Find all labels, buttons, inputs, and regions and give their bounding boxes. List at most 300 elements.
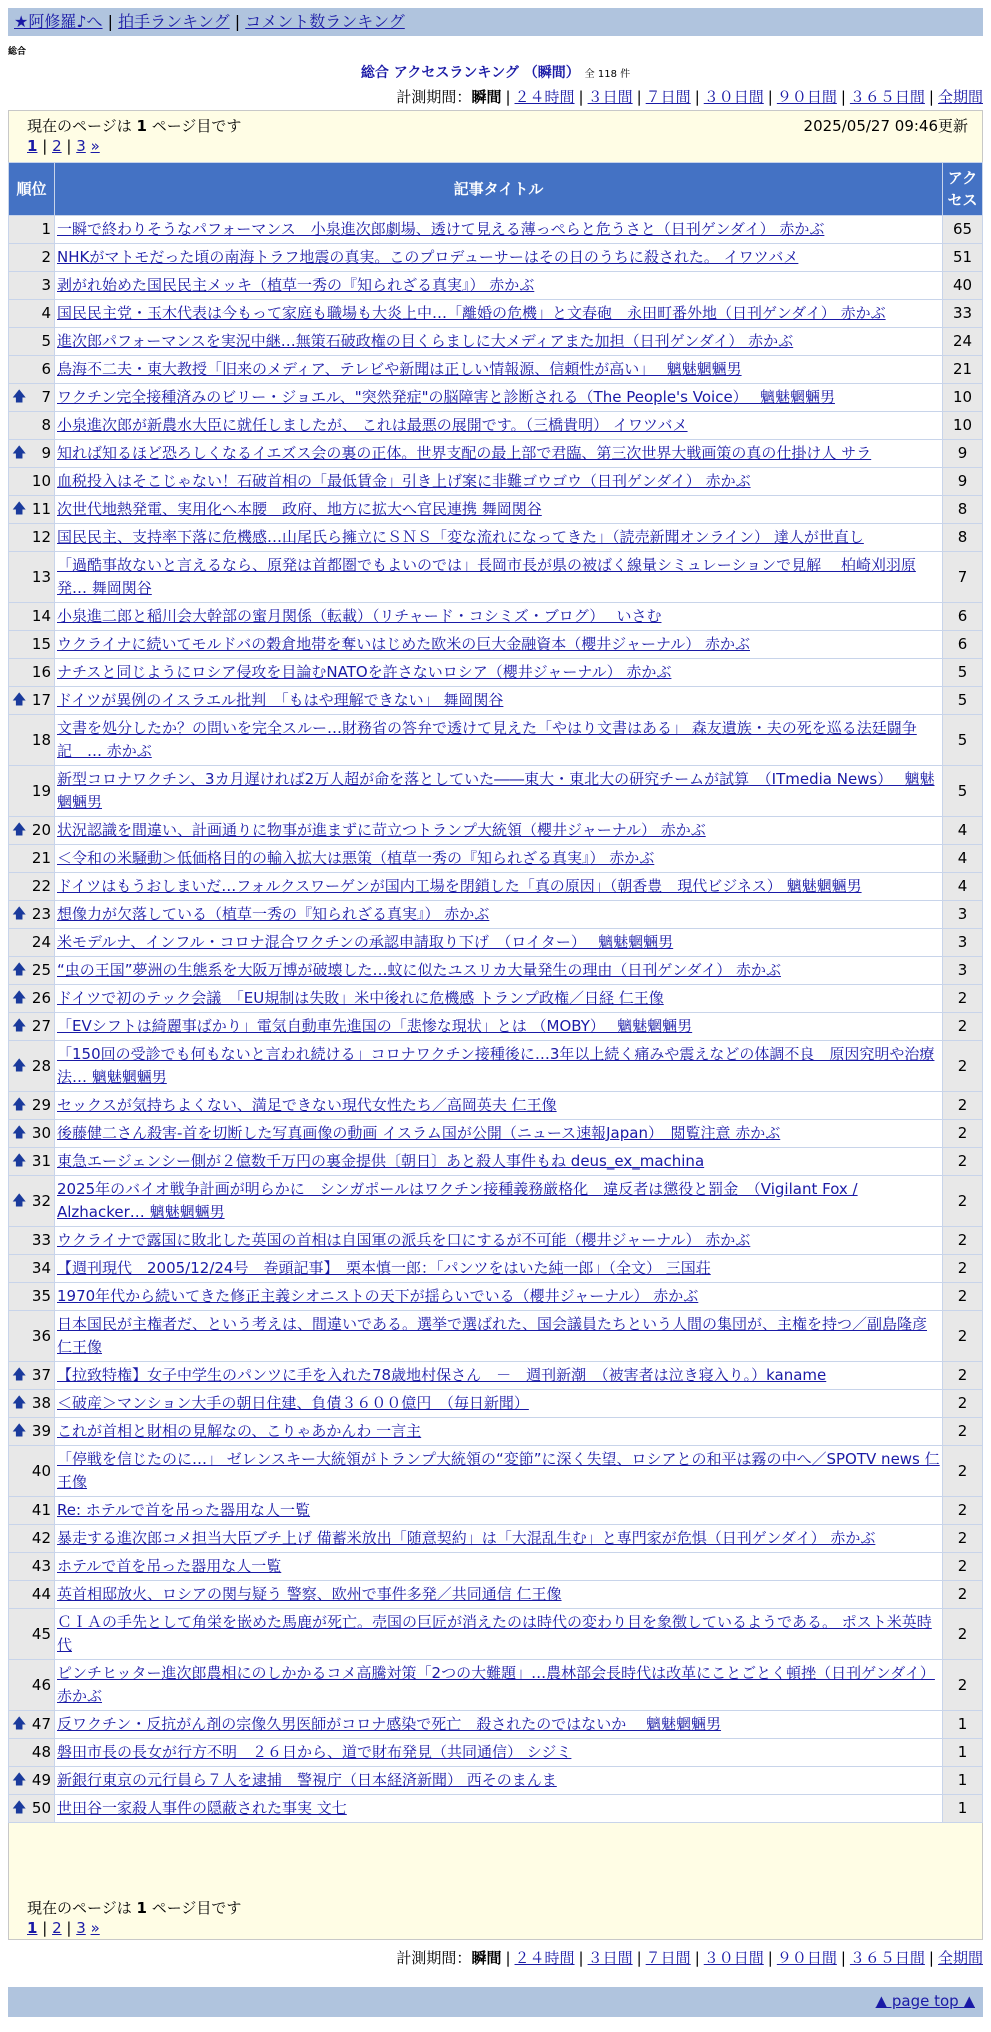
rank-number: 50 <box>31 1799 51 1817</box>
article-link[interactable]: 後藤健二さん殺害-首を切断した写真画像の動画 イスラム国が公開（ニュース速報Japan） 閲覧注意 赤かぶ <box>57 1124 781 1142</box>
rank-cell <box>9 985 55 1013</box>
rank-cell <box>9 468 55 496</box>
article-link[interactable]: 知れば知るほど恐ろしくなるイエズス会の裏の正体。世界支配の最上部で君臨、第三次世界大戦画策の真の仕掛け人 サラ <box>57 444 872 462</box>
title-cell <box>55 901 943 929</box>
access-count: 2 <box>943 1418 983 1446</box>
article-link[interactable]: 国民民主党・玉木代表は今もって家庭も職場も大炎上中…「離婚の危機」と文春砲 永田町番外地（日刊ゲンダイ） 赤かぶ <box>57 304 886 322</box>
title-cell <box>55 1311 943 1362</box>
title-cell <box>55 1120 943 1148</box>
rank-cell <box>9 216 55 244</box>
article-link[interactable]: 血税投入はそこじゃない！石破首相の「最低賃金」引き上げ案に非難ゴウゴウ（日刊ゲンダイ） 赤かぶ <box>57 472 751 490</box>
category-label: 総合 <box>8 47 27 57</box>
article-link[interactable]: 国民民主、支持率下落に危機感…山尾氏ら擁立にＳＮＳ「変な流れになってきた」（読売新聞オンライン） 達人が世直し <box>57 528 864 546</box>
rank-number: 11 <box>31 500 51 518</box>
table-row <box>9 496 983 524</box>
access-count: 2 <box>943 1283 983 1311</box>
up-arrow-icon: 🡅 <box>12 501 27 517</box>
table-row <box>9 929 983 957</box>
article-link[interactable]: 小泉進二郎と稲川会大幹部の蜜月関係（転載）（リチャード・コシミズ・ブログ） いさむ <box>57 607 662 625</box>
table-row <box>9 356 983 384</box>
article-link[interactable]: 「150回の受診でも何もないと言われ続ける」コロナワクチン接種後に…3年以上続く痛みや震えなどの体調不良 原因究明や治療法… 魑魅魍魎男 <box>57 1045 935 1086</box>
article-link[interactable]: 「停戦を信じたのに…」 ゼレンスキー大統領がトランプ大統領の“変節”に深く失望、ロシアとの和平は霧の中へ／SPOTV news 仁王像 <box>57 1450 940 1491</box>
period-option: 瞬間 <box>471 1949 502 1967</box>
table-row <box>9 901 983 929</box>
title-cell <box>55 272 943 300</box>
access-count: 6 <box>943 631 983 659</box>
page-info-top: 現在のページは 1 ページ目です <box>27 117 242 135</box>
period-option[interactable]: ２４時間 <box>514 88 575 106</box>
article-link[interactable]: 鳥海不二夫・東大教授「旧来のメディア、テレビや新聞は正しい情報源、信頼性が高い」 魑魅魍魎男 <box>57 360 742 378</box>
table-row <box>9 244 983 272</box>
up-arrow-icon: 🡅 <box>12 1153 27 1169</box>
rank-number: 5 <box>41 332 51 350</box>
article-link[interactable]: ＣＩＡの手先として角栄を嵌めた馬鹿が死亡。売国の巨匠が消えたのは時代の変わり目を象徴しているようである。 ポスト米英時代 <box>57 1613 932 1654</box>
rank-cell <box>9 1767 55 1795</box>
article-link[interactable]: 文書を処分したか？の問いを完全スルー…財務省の答弁で透けて見えた「やはり文書はある」 森友遺族・夫の死を巡る法廷闘争記 … 赤かぶ <box>57 719 917 760</box>
period-option[interactable]: ２４時間 <box>514 1949 575 1967</box>
title-cell <box>55 356 943 384</box>
period-separator: | <box>840 88 846 106</box>
up-arrow-icon: 🡅 <box>12 1395 27 1411</box>
rank-cell <box>9 524 55 552</box>
rank-cell <box>9 1581 55 1609</box>
rank-number: 9 <box>41 444 51 462</box>
access-count: 2 <box>943 1362 983 1390</box>
rank-number: 44 <box>31 1585 51 1603</box>
pager-top: 1 | 2 | 3 » <box>27 137 100 155</box>
up-arrow-icon: 🡅 <box>12 1716 27 1732</box>
article-link[interactable]: Re: ホテルで首を吊った器用な人一覧 <box>57 1501 311 1519</box>
article-link[interactable]: 暴走する進次郎コメ担当大臣ブチ上げ 備蓄米放出「随意契約」は「大混乱生む」と専門家が危惧（日刊ゲンダイ） 赤かぶ <box>57 1529 876 1547</box>
rank-cell <box>9 603 55 631</box>
period-option[interactable]: ９０日間 <box>776 88 837 106</box>
rank-cell <box>9 1739 55 1767</box>
rank-number: 42 <box>31 1529 51 1547</box>
title-cell <box>55 687 943 715</box>
rank-cell <box>9 300 55 328</box>
access-count: 2 <box>943 1497 983 1525</box>
article-link[interactable]: 1970年代から続いてきた修正主義シオニストの天下が揺らいでいる（櫻井ジャーナル） 赤かぶ <box>57 1287 699 1305</box>
rank-number: 37 <box>31 1366 51 1384</box>
table-row <box>9 631 983 659</box>
rank-number: 48 <box>31 1743 51 1761</box>
access-count: 2 <box>943 1176 983 1227</box>
period-option[interactable]: ３日間 <box>587 1949 633 1967</box>
article-link[interactable]: 新型コロナワクチン、3カ月遅ければ2万人超が命を落としていた――東大・東北大の研究チームが試算 （ITmedia News） 魑魅魍魎男 <box>57 770 935 811</box>
rank-cell <box>9 901 55 929</box>
access-count: 2 <box>943 1120 983 1148</box>
table-row <box>9 957 983 985</box>
up-arrow-icon: 🡅 <box>12 1367 27 1383</box>
comment-ranking-link[interactable]: コメント数ランキング <box>245 12 405 31</box>
article-link[interactable]: 米モデルナ、インフル・コロナ混合ワクチンの承認申請取り下げ （ロイター） 魑魅魍魎男 <box>57 933 674 951</box>
table-row <box>9 1120 983 1148</box>
title-cell <box>55 216 943 244</box>
article-link[interactable]: 一瞬で終わりそうなパフォーマンス 小泉進次郎劇場、透けて見える薄っぺらと危うさと（日刊ゲンダイ） 赤かぶ <box>57 220 825 238</box>
rank-number: 8 <box>41 416 51 434</box>
table-row <box>9 1767 983 1795</box>
rank-cell <box>9 817 55 845</box>
table-row <box>9 1660 983 1711</box>
table-row <box>9 1609 983 1660</box>
rank-number: 34 <box>31 1259 51 1277</box>
rank-number: 14 <box>31 607 51 625</box>
period-separator: | <box>636 1949 642 1967</box>
period-option[interactable]: ３６５日間 <box>849 88 925 106</box>
ranking-title: 総合 アクセスランキング （瞬間） <box>360 65 580 81</box>
period-option[interactable]: 全期間 <box>937 88 983 106</box>
title-cell <box>55 1255 943 1283</box>
up-arrow-icon: 🡅 <box>12 692 27 708</box>
access-count: 4 <box>943 817 983 845</box>
article-link[interactable]: ドイツが異例のイスラエル批判 「もはや理解できない」 舞岡関谷 <box>57 691 504 709</box>
title-cell <box>55 845 943 873</box>
title-cell <box>55 1092 943 1120</box>
page-top-link[interactable]: ▲ page top ▲ <box>875 1992 975 2010</box>
article-link[interactable]: 2025年のバイオ戦争計画が明らかに シンガポールはワクチン接種義務厳格化 違反者は懲役と罰金 （Vigilant Fox / Alzhacker… 魑魅魍魎男 <box>57 1180 858 1221</box>
access-count: 2 <box>943 1041 983 1092</box>
title-cell <box>55 300 943 328</box>
rank-number: 27 <box>31 1017 51 1035</box>
table-row <box>9 384 983 412</box>
access-count: 10 <box>943 384 983 412</box>
next-page-link[interactable]: » <box>90 1919 100 1937</box>
title-cell <box>55 496 943 524</box>
title-cell <box>55 631 943 659</box>
access-count: 2 <box>943 1390 983 1418</box>
access-count: 2 <box>943 1227 983 1255</box>
article-link[interactable]: 想像力が欠落している（植草一秀の『知られざる真実』） 赤かぶ <box>57 905 490 923</box>
access-header: アクセス <box>943 163 983 216</box>
table-row <box>9 1092 983 1120</box>
title-cell <box>55 1609 943 1660</box>
table-row <box>9 1176 983 1227</box>
article-link[interactable]: ウクライナで露国に敗北した英国の首相は自国軍の派兵を口にするが不可能（櫻井ジャーナル） 赤かぶ <box>57 1231 751 1249</box>
rank-cell <box>9 328 55 356</box>
access-count: 2 <box>943 1148 983 1176</box>
rank-header: 順位 <box>9 163 55 216</box>
access-count: 5 <box>943 687 983 715</box>
rank-number: 12 <box>31 528 51 546</box>
table-row <box>9 1013 983 1041</box>
article-link[interactable]: これが首相と財相の見解なの、こりゃあかんわ 一言主 <box>57 1422 422 1440</box>
access-count: 3 <box>943 957 983 985</box>
title-cell <box>55 1767 943 1795</box>
rank-number: 35 <box>31 1287 51 1305</box>
rank-cell <box>9 1362 55 1390</box>
up-arrow-icon: 🡅 <box>12 1125 27 1141</box>
period-option[interactable]: ３０日間 <box>703 1949 764 1967</box>
rank-number: 7 <box>41 388 51 406</box>
rank-cell <box>9 715 55 766</box>
rank-cell <box>9 845 55 873</box>
access-count: 9 <box>943 468 983 496</box>
rank-cell <box>9 356 55 384</box>
access-count: 3 <box>943 929 983 957</box>
access-count: 7 <box>943 552 983 603</box>
access-count: 2 <box>943 1092 983 1120</box>
table-row <box>9 1227 983 1255</box>
article-link[interactable]: 日本国民が主権者だ、という考えは、間違いである。選挙で選ばれた、国会議員たちという人間の集団が、主権を持つ／副島隆彦 仁王像 <box>57 1315 928 1356</box>
period-selector-bottom <box>396 1947 983 1968</box>
table-row <box>9 1739 983 1767</box>
rank-cell <box>9 1148 55 1176</box>
article-link[interactable]: 東急エージェンシー側が２億数千万円の裏金提供〔朝日〕あと殺人事件もね deus_ex_machina <box>57 1152 705 1170</box>
rank-cell <box>9 272 55 300</box>
table-row <box>9 1311 983 1362</box>
article-link[interactable]: 「EVシフトは綺麗事ばかり」電気自動車先進国の「悲惨な現状」とは （MOBY） 魑魅魍魎男 <box>57 1017 693 1035</box>
title-cell <box>55 715 943 766</box>
title-cell <box>55 603 943 631</box>
title-cell <box>55 1041 943 1092</box>
table-row <box>9 272 983 300</box>
rank-number: 24 <box>31 933 51 951</box>
title-cell <box>55 1227 943 1255</box>
title-cell <box>55 1497 943 1525</box>
access-count: 2 <box>943 1660 983 1711</box>
article-link[interactable]: セックスが気持ちよくない、満足できない現代女性たち／高岡英夫 仁王像 <box>57 1096 557 1114</box>
title-cell <box>55 412 943 440</box>
table-row <box>9 328 983 356</box>
up-arrow-icon: 🡅 <box>12 1097 27 1113</box>
title-cell <box>55 766 943 817</box>
article-link[interactable]: ＜破産＞マンション大手の朝日住建、負債３６００億円 （毎日新聞） <box>57 1394 529 1412</box>
title-cell <box>55 1148 943 1176</box>
rank-number: 30 <box>31 1124 51 1142</box>
page-3-link[interactable]: 3 <box>76 1919 86 1937</box>
period-label: 計測期間： <box>396 88 472 106</box>
article-link[interactable]: ワクチン完全接種済みのビリー・ジョエル、"突然発症"の脳障害と診断される（The People's Voice） 魑魅魍魎男 <box>57 388 835 406</box>
rank-cell <box>9 766 55 817</box>
rank-number: 22 <box>31 877 51 895</box>
title-cell <box>55 1418 943 1446</box>
table-row <box>9 1711 983 1739</box>
article-link[interactable]: ドイツはもうおしまいだ…フォルクスワーゲンが国内工場を閉鎖した「真の原因」（朝香豊 現代ビジネス） 魑魅魍魎男 <box>57 877 862 895</box>
footer-bar <box>8 1987 983 2017</box>
article-link[interactable]: 剥がれ始めた国民民主メッキ（植草一秀の『知られざる真実』） 赤かぶ <box>57 276 535 294</box>
rank-number: 41 <box>31 1501 51 1519</box>
article-link[interactable]: ナチスと同じようにロシア侵攻を目論むNATOを許さないロシア（櫻井ジャーナル） 赤かぶ <box>57 663 672 681</box>
rank-number: 4 <box>41 304 51 322</box>
title-cell <box>55 929 943 957</box>
page-1-link[interactable]: 1 <box>27 1919 38 1937</box>
table-row <box>9 1362 983 1390</box>
rank-cell <box>9 1283 55 1311</box>
rank-cell <box>9 1255 55 1283</box>
period-option[interactable]: 全期間 <box>937 1949 983 1967</box>
access-count: 4 <box>943 873 983 901</box>
item-count: 全 118 件 <box>584 69 631 80</box>
updated-timestamp: 2025/05/27 09:46更新 <box>803 117 968 135</box>
home-link[interactable]: ★阿修羅♪へ <box>14 12 103 31</box>
table-header-row <box>9 163 983 216</box>
article-link[interactable]: 磐田市長の長女が行方不明 ２６日から、道で財布発見（共同通信） シジミ <box>57 1743 572 1761</box>
rank-number: 47 <box>31 1715 51 1733</box>
access-count: 21 <box>943 356 983 384</box>
rank-number: 23 <box>31 905 51 923</box>
article-link[interactable]: ピンチヒッター進次郎農相にのしかかるコメ高騰対策「2つの大難題」…農林部会長時代は改革にことごとく頓挫（日刊ゲンダイ） 赤かぶ <box>57 1664 935 1705</box>
access-count: 4 <box>943 845 983 873</box>
access-count: 5 <box>943 766 983 817</box>
rank-cell <box>9 957 55 985</box>
up-arrow-icon: 🡅 <box>12 1018 27 1034</box>
title-cell <box>55 957 943 985</box>
up-arrow-icon: 🡅 <box>12 906 27 922</box>
rank-number: 49 <box>31 1771 51 1789</box>
ranking-table <box>8 162 983 1823</box>
period-separator: | <box>694 1949 700 1967</box>
up-arrow-icon: 🡅 <box>12 1057 27 1074</box>
rank-cell <box>9 1497 55 1525</box>
title-cell <box>55 817 943 845</box>
ranking-rows <box>9 216 983 1823</box>
access-count: 51 <box>943 244 983 272</box>
article-link[interactable]: 【週刊現代 2005/12/24号 巻頭記事】 栗本慎一郎：「パンツをはいた純一郎」（全文） 三国荘 <box>57 1259 711 1277</box>
rank-number: 38 <box>31 1394 51 1412</box>
table-row <box>9 552 983 603</box>
rank-number: 13 <box>31 567 51 586</box>
rank-number: 25 <box>31 961 51 979</box>
next-page-link[interactable]: » <box>90 137 100 155</box>
article-link[interactable]: ＜令和の米騒動＞低価格目的の輸入拡大は悪策（植草一秀の『知られざる真実』） 赤かぶ <box>57 849 655 867</box>
period-separator: | <box>928 88 934 106</box>
rank-cell <box>9 384 55 412</box>
title-cell <box>55 524 943 552</box>
rank-number: 45 <box>31 1624 51 1643</box>
access-count: 10 <box>943 412 983 440</box>
article-link[interactable]: NHKがマトモだった頃の南海トラフ地震の真実。このプロデューサーはその日のうちに殺された。 イワツバメ <box>57 248 799 266</box>
table-row <box>9 873 983 901</box>
title-cell <box>55 384 943 412</box>
period-option[interactable]: ７日間 <box>645 1949 691 1967</box>
access-count: 2 <box>943 985 983 1013</box>
title-cell <box>55 659 943 687</box>
rank-cell <box>9 659 55 687</box>
period-separator: | <box>636 88 642 106</box>
table-row <box>9 1795 983 1823</box>
rank-cell <box>9 1525 55 1553</box>
period-separator: | <box>928 1949 934 1967</box>
table-row <box>9 1418 983 1446</box>
rank-number: 33 <box>31 1231 51 1249</box>
rank-number: 32 <box>31 1191 51 1210</box>
rank-number: 43 <box>31 1557 51 1575</box>
period-option[interactable]: ３６５日間 <box>849 1949 925 1967</box>
period-option[interactable]: ３０日間 <box>703 88 764 106</box>
rank-cell <box>9 687 55 715</box>
rank-number: 2 <box>41 248 51 266</box>
page-title <box>0 62 991 82</box>
nav-separator: | <box>234 12 241 31</box>
up-arrow-icon: 🡅 <box>12 389 27 405</box>
article-link[interactable]: ドイツで初のテック会議 「EU規制は失敗」米中後れに危機感 トランプ政権／日経 仁王像 <box>57 989 664 1007</box>
page-2-link[interactable]: 2 <box>52 137 62 155</box>
table-row <box>9 300 983 328</box>
table-row <box>9 412 983 440</box>
article-link[interactable]: 進次郎パフォーマンスを実況中継…無策石破政権の目くらましに大メディアまた加担（日刊ゲンダイ） 赤かぶ <box>57 332 794 350</box>
article-link[interactable]: 英首相邸放火、ロシアの関与疑う 警察、欧州で事件多発／共同通信 仁王像 <box>57 1585 562 1603</box>
access-count: 2 <box>943 1581 983 1609</box>
rank-number: 39 <box>31 1422 51 1440</box>
period-separator: | <box>505 88 511 106</box>
rank-cell <box>9 1660 55 1711</box>
title-cell <box>55 552 943 603</box>
rank-number: 40 <box>31 1461 51 1480</box>
pager-bottom: 1 | 2 | 3 » <box>27 1919 100 1937</box>
title-header: 記事タイトル <box>55 163 943 216</box>
rank-number: 16 <box>31 663 51 681</box>
article-link[interactable]: “虫の王国”夢洲の生態系を大阪万博が破壊した…蚊に似たユスリカ大量発生の理由（日刊ゲンダイ） 赤かぶ <box>57 961 781 979</box>
title-cell <box>55 1739 943 1767</box>
table-row <box>9 1525 983 1553</box>
title-cell <box>55 1362 943 1390</box>
table-row <box>9 524 983 552</box>
rank-cell <box>9 1795 55 1823</box>
article-link[interactable]: 世田谷一家殺人事件の隠蔽された事実 文七 <box>57 1799 347 1817</box>
page-2-link[interactable]: 2 <box>52 1919 62 1937</box>
page-3-link[interactable]: 3 <box>76 137 86 155</box>
title-cell <box>55 1013 943 1041</box>
article-link[interactable]: 【拉致特権】女子中学生のパンツに手を入れた78歳地村保さん － 週刊新潮 （被害者は泣き寝入り。）kaname <box>57 1366 827 1384</box>
period-selector-top <box>396 86 983 107</box>
table-row <box>9 1446 983 1497</box>
access-count: 1 <box>943 1767 983 1795</box>
table-row <box>9 216 983 244</box>
rank-number: 3 <box>41 276 51 294</box>
article-link[interactable]: ウクライナに続いてモルドバの穀倉地帯を奪いはじめた欧米の巨大金融資本（櫻井ジャーナル） 赤かぶ <box>57 635 750 653</box>
article-link[interactable]: 新銀行東京の元行員ら７人を逮捕 警視庁（日本経済新聞） 西そのまんま <box>57 1771 557 1789</box>
article-link[interactable]: 「過酷事故ないと言えるなら、原発は首都圏でもよいのでは」長岡市長が県の被ばく線量シミュレーションで見解 柏崎刈羽原発… 舞岡関谷 <box>57 556 916 597</box>
title-cell <box>55 1795 943 1823</box>
access-count: 2 <box>943 1553 983 1581</box>
title-cell <box>55 1660 943 1711</box>
table-row <box>9 440 983 468</box>
rank-number: 26 <box>31 989 51 1007</box>
period-option[interactable]: ７日間 <box>645 88 691 106</box>
table-row <box>9 1148 983 1176</box>
period-separator: | <box>505 1949 511 1967</box>
period-option[interactable]: ９０日間 <box>776 1949 837 1967</box>
article-link[interactable]: 反ワクチン・反抗がん剤の宗像久男医師がコロナ感染で死亡 殺されたのではないか 魑魅魍魎男 <box>57 1715 722 1733</box>
up-arrow-icon: 🡅 <box>12 1192 27 1209</box>
rank-number: 36 <box>31 1326 51 1345</box>
article-link[interactable]: 小泉進次郎が新農水大臣に就任しましたが、 これは最悪の展開です。（三橋貴明） イワツバメ <box>57 416 688 434</box>
title-cell <box>55 328 943 356</box>
clap-ranking-link[interactable]: 拍手ランキング <box>118 12 230 31</box>
table-row <box>9 1553 983 1581</box>
rank-cell <box>9 1390 55 1418</box>
article-link[interactable]: ホテルで首を吊った器用な人一覧 <box>57 1557 282 1575</box>
period-option[interactable]: ３日間 <box>587 88 633 106</box>
period-separator: | <box>694 88 700 106</box>
page-1-link[interactable]: 1 <box>27 137 38 155</box>
top-nav <box>8 8 983 36</box>
rank-cell <box>9 1609 55 1660</box>
rank-cell <box>9 631 55 659</box>
table-row <box>9 659 983 687</box>
rank-cell <box>9 552 55 603</box>
table-row <box>9 985 983 1013</box>
article-link[interactable]: 状況認識を間違い、計画通りに物事が進まずに苛立つトランプ大統領（櫻井ジャーナル） 赤かぶ <box>57 821 706 839</box>
table-row <box>9 845 983 873</box>
rank-cell <box>9 929 55 957</box>
rank-cell <box>9 1041 55 1092</box>
title-cell <box>55 468 943 496</box>
title-cell <box>55 1176 943 1227</box>
rank-cell <box>9 1176 55 1227</box>
article-link[interactable]: 次世代地熱発電、実用化へ本腰 政府、地方に拡大へ官民連携 舞岡関谷 <box>57 500 542 518</box>
rank-cell <box>9 1446 55 1497</box>
